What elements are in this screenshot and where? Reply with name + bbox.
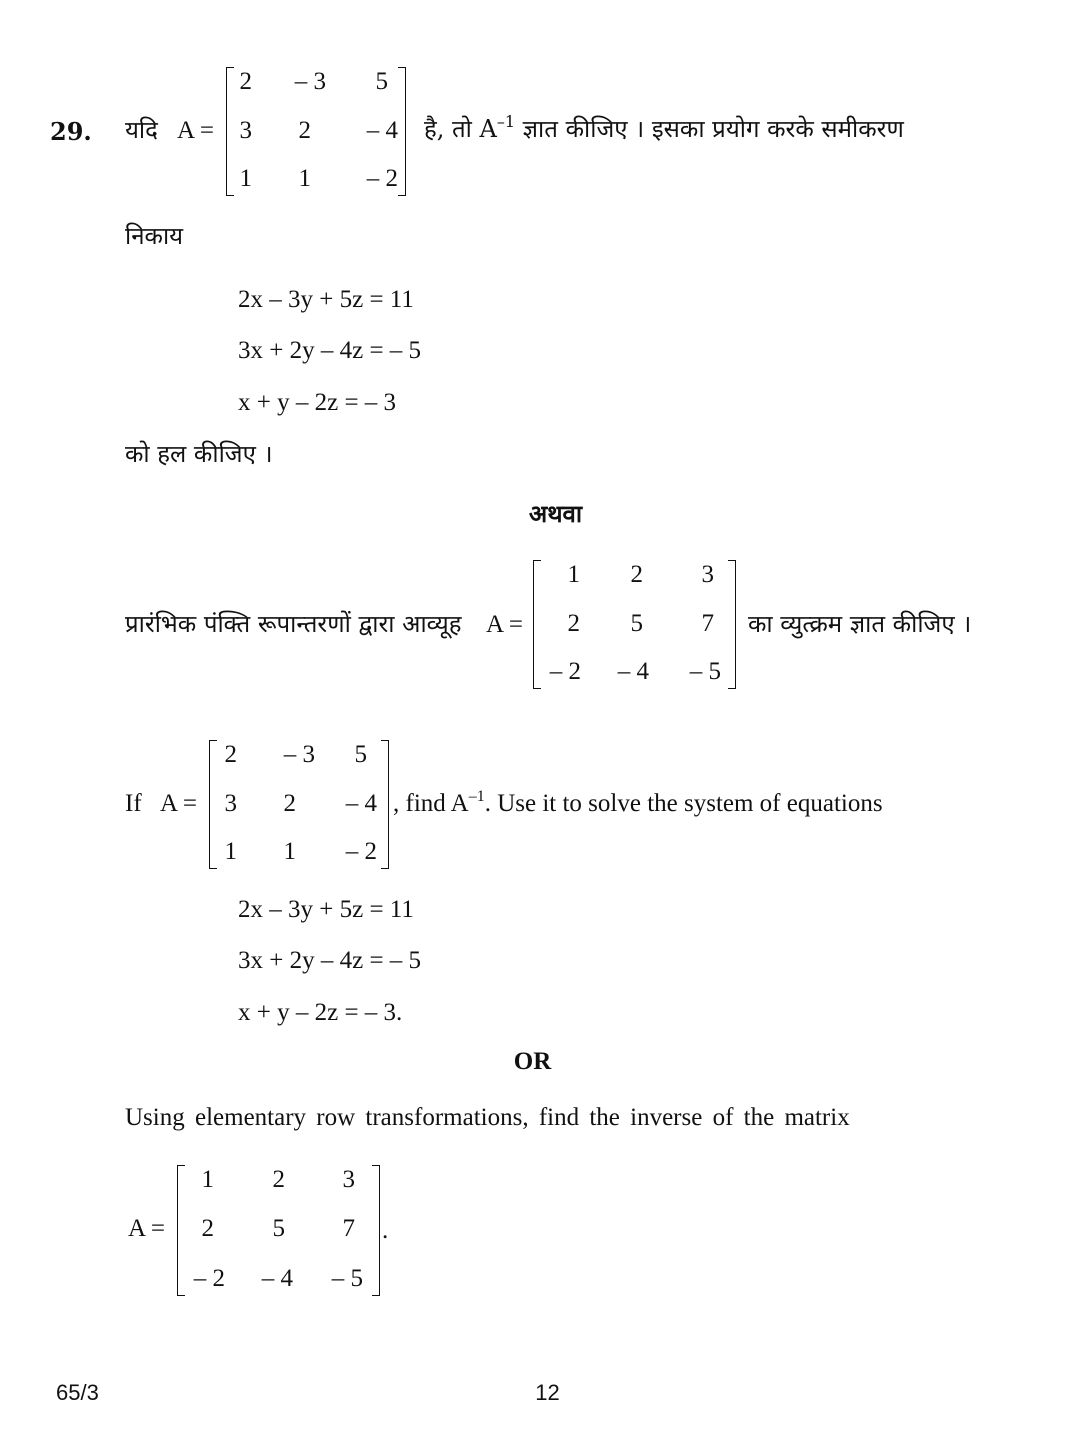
matrix-cell: – 4 — [345, 790, 377, 817]
matrix-cell: – 2 — [345, 838, 377, 865]
matrix-cell: 2 — [201, 1215, 214, 1242]
hindi-or-label: अथवा — [528, 499, 583, 528]
matrix-cell: 3 — [224, 790, 237, 817]
hindi-matrix-label-2: A = — [486, 611, 524, 638]
hindi-intro-prefix: यदि — [125, 116, 158, 144]
matrix-cell: 1 — [239, 165, 252, 192]
english-matrix-end: . — [382, 1217, 389, 1244]
matrix-cell: 2 — [272, 1166, 285, 1193]
matrix-cell: 1 — [201, 1166, 214, 1193]
english-find-line: , find $A^{-1}$. Use it to solve the system of equations — [393, 788, 883, 817]
matrix-cell: 7 — [342, 1215, 355, 1242]
hindi-equation-1: 2x – 3y + 5z = 11 — [238, 286, 414, 313]
english-matrix-label-2: A = — [128, 1215, 166, 1242]
matrix-cell: 3 — [239, 117, 252, 144]
question-number: 29. — [50, 117, 92, 146]
english-equation-1: 2x – 3y + 5z = 11 — [238, 896, 414, 923]
hindi-system-word: निकाय — [125, 222, 184, 250]
english-matrix-label: A = — [160, 790, 198, 817]
matrix-cell: – 2 — [366, 165, 398, 192]
hindi-solve-text: को हल कीजिए । — [125, 440, 273, 468]
hindi-find-line: है, तो $A^{-1}$ ज्ञात कीजिए । इसका प्रयोग करके समीकरण — [424, 112, 904, 143]
matrix-cell: 1 — [224, 838, 237, 865]
matrix-cell: – 3 — [294, 68, 326, 95]
matrix-cell: 2 — [283, 790, 296, 817]
matrix-cell: 1 — [567, 561, 580, 588]
hindi-matrix-label: A = — [177, 117, 215, 144]
matrix-cell: 1 — [298, 165, 311, 192]
matrix-cell: 2 — [298, 117, 311, 144]
hindi-equation-3: x + y – 2z = – 3 — [238, 389, 397, 416]
hindi-row-transform-suffix: का व्युत्क्रम ज्ञात कीजिए । — [748, 610, 972, 638]
matrix-cell: 5 — [375, 68, 388, 95]
hindi-matrix-a — [226, 67, 406, 196]
matrix-cell: 7 — [701, 610, 714, 637]
matrix-cell: 2 — [224, 741, 237, 768]
matrix-cell: 3 — [342, 1166, 355, 1193]
english-if-label: If — [125, 790, 142, 817]
matrix-cell: – 5 — [331, 1265, 363, 1292]
hindi-row-transform-prefix: प्रारंभिक पंक्ति रूपान्तरणों द्वारा आव्यूह — [125, 610, 462, 638]
english-matrix-a — [209, 740, 389, 869]
matrix-cell: – 2 — [193, 1265, 225, 1292]
english-or-label: OR — [513, 1048, 552, 1075]
matrix-cell: 3 — [701, 561, 714, 588]
matrix-cell: 2 — [239, 68, 252, 95]
english-equation-3: x + y – 2z = – 3. — [238, 999, 403, 1026]
page-number: 12 — [535, 1380, 560, 1405]
matrix-cell: 2 — [630, 561, 643, 588]
matrix-cell: – 4 — [366, 117, 398, 144]
matrix-cell: 1 — [283, 838, 296, 865]
matrix-cell: – 4 — [617, 658, 649, 685]
matrix-cell: 2 — [567, 610, 580, 637]
hindi-equation-2: 3x + 2y – 4z = – 5 — [238, 337, 422, 364]
matrix-cell: 5 — [630, 610, 643, 637]
matrix-cell: – 2 — [549, 658, 581, 685]
english-equation-2: 3x + 2y – 4z = – 5 — [238, 947, 422, 974]
matrix-cell: – 3 — [283, 741, 315, 768]
matrix-cell: – 5 — [689, 658, 721, 685]
english-row-transform-text: Using elementary row transformations, find the inverse of the matrix — [125, 1104, 850, 1131]
matrix-cell: 5 — [272, 1215, 285, 1242]
matrix-cell: 5 — [354, 741, 367, 768]
hindi-matrix-b — [533, 560, 736, 689]
english-matrix-b — [177, 1165, 380, 1296]
paper-code: 65/3 — [56, 1380, 99, 1405]
matrix-cell: – 4 — [261, 1265, 293, 1292]
